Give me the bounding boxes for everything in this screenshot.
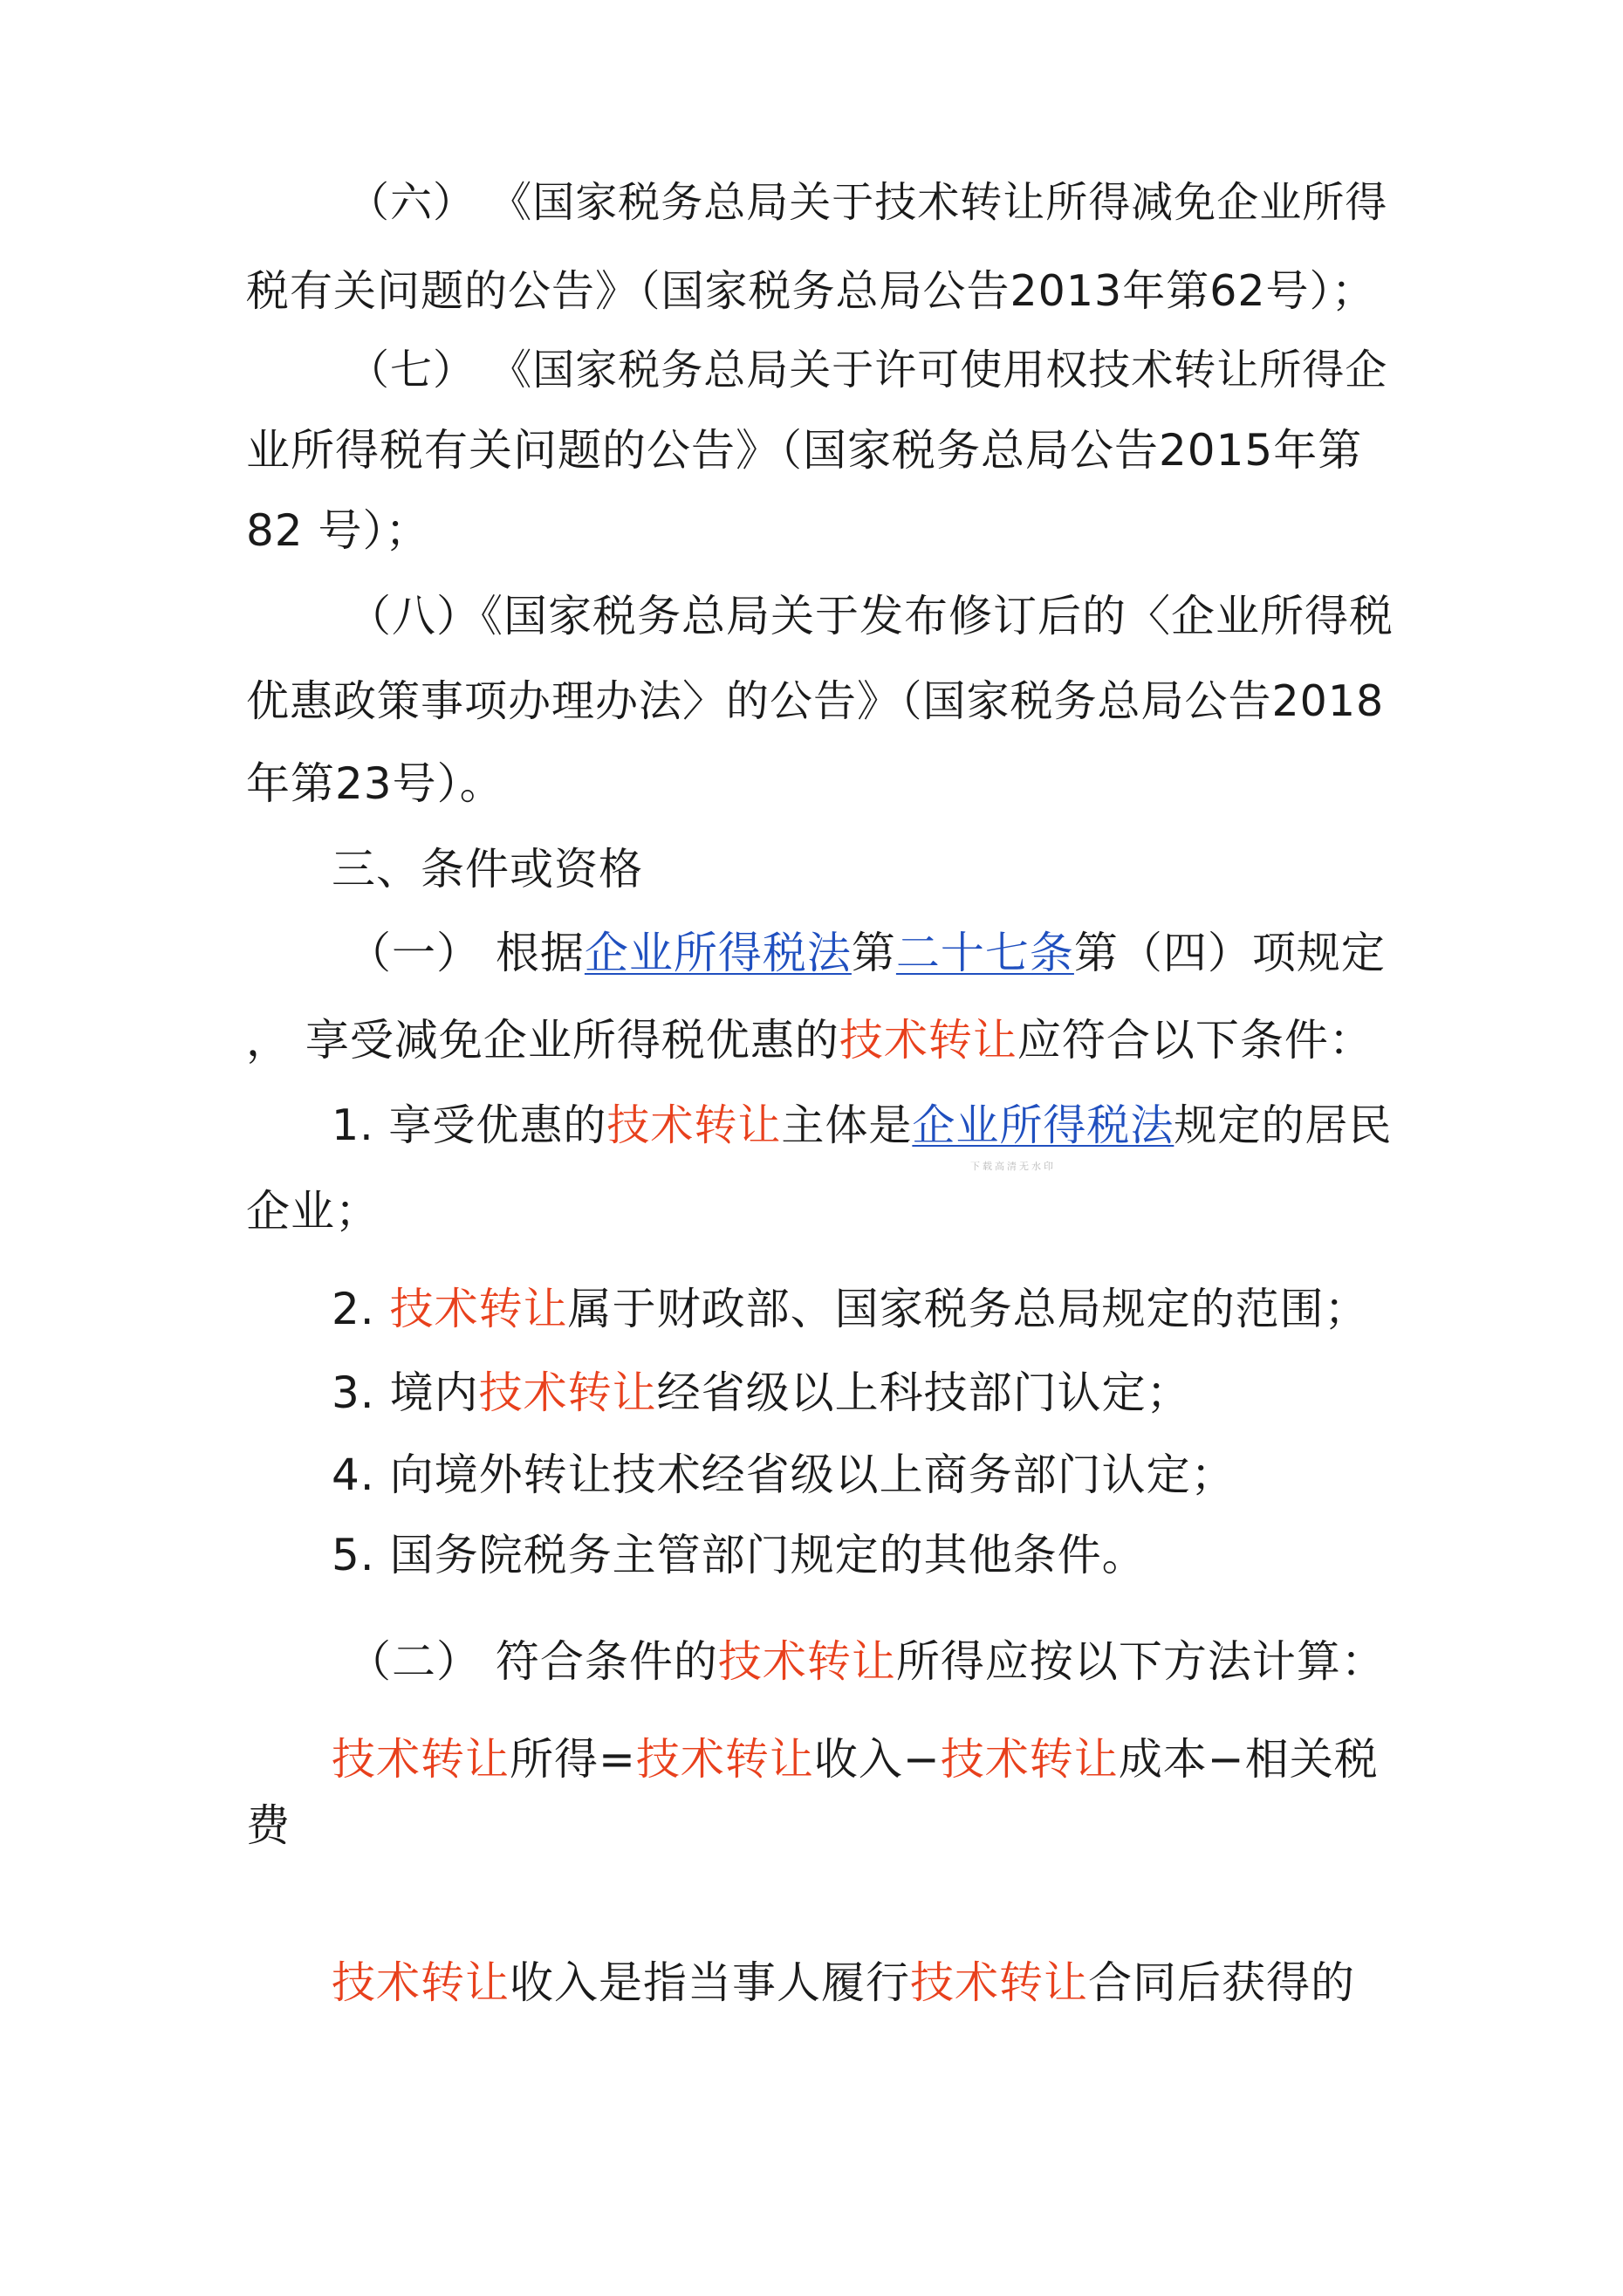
keyword-tech-transfer: 技术转让 xyxy=(717,1636,896,1687)
para-7-line-3 xyxy=(246,503,430,559)
link-article-27[interactable]: 二十七条 xyxy=(895,928,1074,978)
item-3-text-b: 经省级以上科技部门认定； xyxy=(656,1367,1191,1418)
para-8-line-3 xyxy=(246,756,504,812)
para-7-text-1: （七） 《国家税务总局关于许可使用权技术转让所得企 xyxy=(347,346,1388,394)
item-3-text-a: 3. 境内 xyxy=(332,1367,479,1418)
keyword-tech-transfer: 技术转让 xyxy=(606,1100,782,1150)
item-5 xyxy=(332,1527,1147,1583)
para-7-text-2: 业所得税有关问题的公告》（国家税务总局公告2015年第 xyxy=(246,425,1363,476)
section-heading-text: 三、条件或资格 xyxy=(332,844,643,894)
cond-1-line-1 xyxy=(347,925,1386,981)
section-heading xyxy=(332,841,643,897)
keyword-tech-transfer: 技术转让 xyxy=(910,1957,1088,2008)
item-1-text-d: 企业； xyxy=(246,1186,380,1237)
formula-line-2 xyxy=(246,1798,291,1854)
keyword-tech-transfer: 技术转让 xyxy=(332,1734,510,1785)
item-1-line-2 xyxy=(246,1183,380,1239)
para-7-line-1 xyxy=(347,342,1387,398)
para-6-text-2: 税有关问题的公告》（国家税务总局公告2013年第62号）； xyxy=(246,266,1376,316)
cond-1-text-b: 第 xyxy=(851,928,896,978)
formula-line-1 xyxy=(332,1731,1379,1787)
item-2-text-a: 2. xyxy=(332,1284,390,1334)
para-6-line-2 xyxy=(246,264,1375,319)
para-7-text-3: 82 号）； xyxy=(246,505,430,556)
para-8-text-3: 年第23号）。 xyxy=(246,758,504,809)
para-8-line-1 xyxy=(347,588,1394,644)
keyword-tech-transfer: 技术转让 xyxy=(839,1015,1017,1066)
item-4-text: 4. 向境外转让技术经省级以上商务部门认定； xyxy=(332,1450,1236,1500)
para-7-line-2 xyxy=(246,422,1362,478)
para-8-line-2 xyxy=(246,674,1384,730)
keyword-tech-transfer: 技术转让 xyxy=(332,1957,510,2008)
item-2 xyxy=(332,1281,1369,1337)
para-8-text-1: （八）《国家税务总局关于发布修订后的〈企业所得税 xyxy=(347,591,1394,641)
formula-text-2: 收入− xyxy=(813,1734,941,1785)
item-1-text-b: 主体是 xyxy=(781,1100,913,1150)
cond-1-text-e: 应符合以下条件： xyxy=(1017,1015,1373,1066)
cond-1-text-a: （一） 根据 xyxy=(347,928,585,978)
keyword-tech-transfer: 技术转让 xyxy=(940,1734,1119,1785)
item-1-text-c: 规定的居民 xyxy=(1174,1100,1393,1150)
cond-2-line xyxy=(347,1634,1386,1689)
formula-text-4: 费 xyxy=(246,1800,291,1851)
keyword-tech-transfer: 技术转让 xyxy=(478,1367,657,1418)
item-3 xyxy=(332,1365,1191,1421)
keyword-tech-transfer: 技术转让 xyxy=(389,1284,568,1334)
item-1-text-a: 1. 享受优惠的 xyxy=(332,1100,607,1150)
keyword-tech-transfer: 技术转让 xyxy=(635,1734,814,1785)
income-definition-text-b: 合同后获得的 xyxy=(1088,1957,1355,2008)
cond-1-text-c: 第（四）项规定 xyxy=(1073,928,1386,978)
formula-text-1: 所得= xyxy=(510,1734,636,1785)
link-corporate-income-tax-law[interactable]: 企业所得税法 xyxy=(912,1100,1174,1150)
para-6-line-1 xyxy=(347,175,1387,230)
link-corporate-income-tax-law[interactable]: 企业所得税法 xyxy=(584,928,852,978)
cond-2-text-b: 所得应按以下方法计算： xyxy=(895,1636,1386,1687)
cond-1-line-2 xyxy=(246,1012,1373,1068)
income-definition-line xyxy=(332,1955,1355,2011)
cond-2-text-a: （二） 符合条件的 xyxy=(347,1636,718,1687)
watermark: 下载高清无水印 xyxy=(970,1161,1056,1172)
item-4 xyxy=(332,1447,1236,1503)
formula-text-3: 成本−相关税 xyxy=(1118,1734,1379,1785)
item-5-text: 5. 国务院税务主管部门规定的其他条件。 xyxy=(332,1530,1147,1580)
income-definition-text-a: 收入是指当事人履行 xyxy=(510,1957,910,2008)
para-8-text-2: 优惠政策事项办理办法〉的公告》（国家税务总局公告2018 xyxy=(246,676,1385,726)
para-6-text-1: （六） 《国家税务总局关于技术转让所得减免企业所得 xyxy=(347,178,1388,227)
item-1-line-1 xyxy=(332,1098,1392,1154)
item-2-text-b: 属于财政部、国家税务总局规定的范围； xyxy=(567,1284,1369,1334)
cond-1-text-d: ， 享受减免企业所得税优惠的 xyxy=(246,1015,839,1066)
